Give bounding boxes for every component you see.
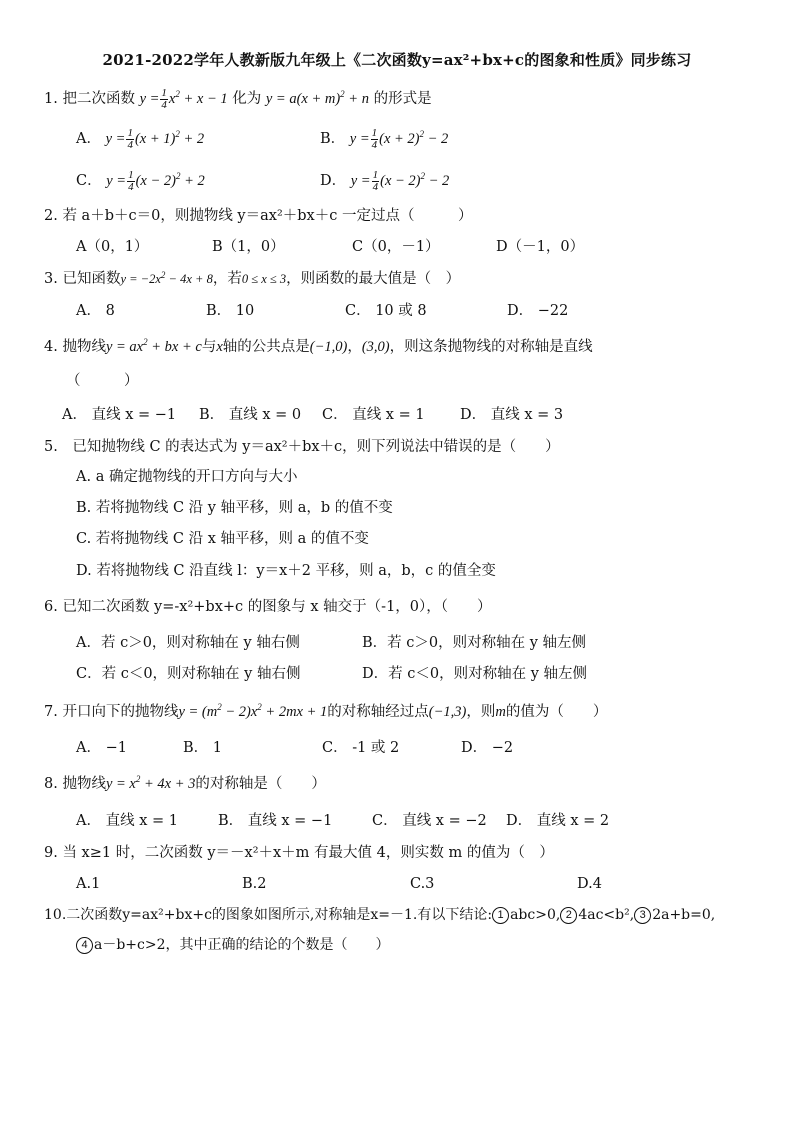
q1-option-c: C． y = $\frac{1}{4}$ $(x - 2)^2 + 2$: [76, 169, 205, 194]
q8-option-b: B． 直线 x = −1: [218, 813, 333, 829]
q2-option-b: B（1，0）: [212, 239, 285, 255]
q1-stem-b: 化为: [232, 91, 262, 107]
q4-option-c: C． 直线 x = 1: [322, 407, 425, 423]
conclusion-3-marker: 3: [634, 907, 651, 924]
q3-option-b: B． 10: [206, 303, 255, 319]
q7-option-a: A． −1: [76, 740, 127, 756]
q6-option-b: B．若 c＞0，则对称轴在 y 轴左侧: [362, 635, 587, 651]
conclusion-1-marker: 1: [492, 907, 509, 924]
question-3: 3. 已知函数$y = -2x^2 - 4x + 8$，若0 ≤ x ≤ 3，则函数的最大值是（ ）: [44, 269, 461, 287]
conclusion-2-marker: 2: [560, 907, 577, 924]
q5-option-a: A. a 确定抛物线的开口方向与大小: [76, 469, 298, 485]
q6-option-a: A．若 c＞0，则对称轴在 y 轴右侧: [76, 635, 300, 651]
q2-option-c: C（0，－1）: [352, 239, 440, 255]
q1-stem-a: 把二次函数: [62, 91, 135, 107]
question-7: 7. 开口向下的抛物线$y = (m^2 - 2)x^2 + 2mx + 1$的对称轴经过点(−1,3)，则m的值为（ ）: [44, 702, 608, 720]
q8-option-c: C． 直线 x = −2: [372, 813, 487, 829]
q6-option-c: C．若 c＜0，则对称轴在 y 轴右侧: [76, 666, 301, 682]
q1-target-form: $y = a(x + m)^2 + n$: [265, 89, 369, 107]
q4-option-b: B． 直线 x = 0: [199, 407, 302, 423]
q1-number: 1.: [44, 91, 58, 107]
worksheet-title: 2021-2022学年人教新版九年级上《二次函数y=ax²+bx+c的图象和性质》同步练习: [102, 51, 692, 69]
q4-option-d: D． 直线 x = 3: [460, 407, 564, 423]
conclusion-4-marker: 4: [76, 937, 93, 954]
q2-option-a: A（0，1）: [76, 239, 149, 255]
q7-option-c: C． -1 或 2: [322, 740, 400, 756]
q8-option-d: D． 直线 x = 2: [506, 813, 610, 829]
question-8: 8. 抛物线$y = x^2 + 4x + 3$的对称轴是（ ）: [44, 774, 326, 792]
q1-option-b: B． y = $\frac{1}{4}$ $(x + 2)^2 - 2$: [320, 127, 449, 152]
q9-option-c: C.3: [410, 876, 435, 892]
question-9: 9. 当 x≥1 时，二次函数 y＝－x²＋x＋m 有最大值 4，则实数 m 的值为（ ）: [44, 845, 554, 861]
q1-stem-c: 的形式是: [373, 91, 432, 107]
q9-option-d: D.4: [577, 876, 602, 892]
q7-option-b: B． 1: [183, 740, 222, 756]
q5-option-d: D. 若将抛物线 C 沿直线 l：y＝x＋2 平移，则 a，b，c 的值全变: [76, 563, 496, 579]
q9-option-a: A.1: [76, 876, 101, 892]
q3-option-d: D． −22: [507, 303, 569, 319]
question-6: 6. 已知二次函数 y=-x²+bx+c 的图象与 x 轴交于（-1，0），（ ）: [44, 599, 492, 615]
q4-option-a: A． 直线 x = −1: [62, 407, 177, 423]
q4-paren: （ ）: [66, 373, 139, 389]
question-2: 2. 若 a＋b＋c＝0，则抛物线 y＝ax²＋bx＋c 一定过点（ ）: [44, 208, 473, 224]
q9-option-b: B.2: [242, 876, 267, 892]
question-5: 5. 已知抛物线 C 的表达式为 y＝ax²＋bx＋c，则下列说法中错误的是（ ）: [44, 439, 560, 455]
q5-option-c: C. 若将抛物线 C 沿 x 轴平移，则 a 的值不变: [76, 531, 369, 547]
q5-option-b: B. 若将抛物线 C 沿 y 轴平移，则 a，b 的值不变: [76, 500, 393, 516]
question-4: 4. 抛物线$y = ax^2$ + bx + c与x轴的公共点是(−1,0)，(3,0)，则这条抛物线的对称轴是直线: [44, 337, 593, 355]
question-10: 10.二次函数y=ax²+bx+c的图象如图所示,对称轴是x=－1.有以下结论: 1 abc>0, 2 4ac<b², 3 2a+b=0,: [44, 907, 716, 923]
question-1: [44, 88, 432, 111]
q1-option-d: D． y = $\frac{1}{4}$ $(x - 2)^2 - 2$: [320, 169, 450, 194]
q1-option-a: A． y = $\frac{1}{4}$ $(x + 1)^2 + 2$: [76, 127, 205, 152]
q1-function: y = $\frac{1}{4}$ $x^2 + x - 1$: [139, 87, 228, 112]
q8-option-a: A． 直线 x = 1: [76, 813, 178, 829]
q3-option-a: A． 8: [76, 303, 115, 319]
q7-option-d: D． −2: [461, 740, 514, 756]
q3-option-c: C． 10 或 8: [345, 303, 427, 319]
q2-option-d: D（－1，0）: [496, 239, 585, 255]
q6-option-d: D．若 c＜0，则对称轴在 y 轴左侧: [362, 666, 587, 682]
question-10-line-2: 4 a－b+c>2，其中正确的结论的个数是（ ）: [76, 934, 390, 956]
